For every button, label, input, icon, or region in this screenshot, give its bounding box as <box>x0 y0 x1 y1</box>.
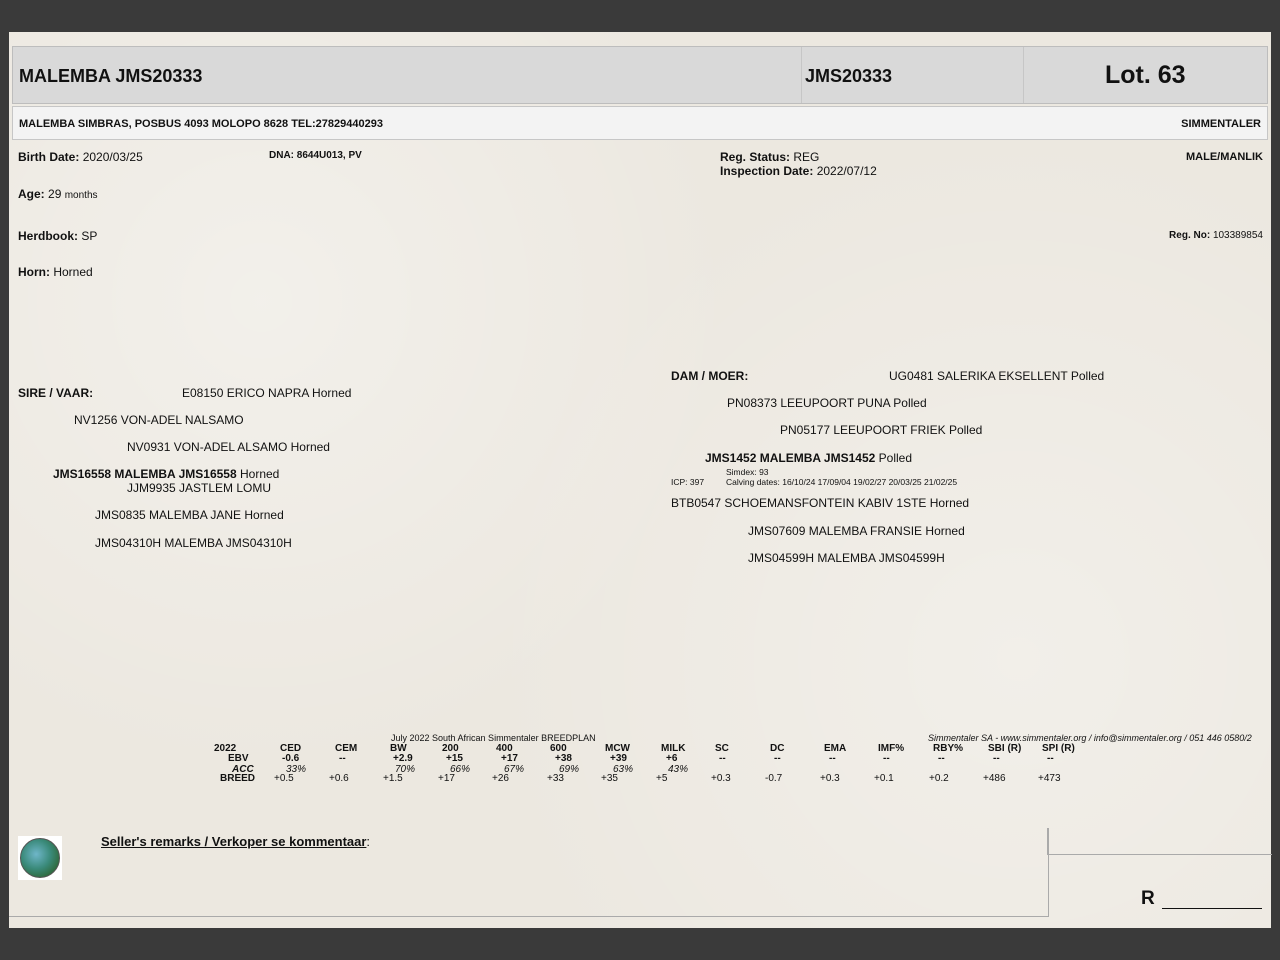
sire-dam-dam: JMS0835 MALEMBA JANE Horned <box>95 508 284 522</box>
breed-row-label: BREED <box>220 773 256 784</box>
ebv-value: -- <box>1047 753 1054 764</box>
acc-value: 70% <box>395 764 416 775</box>
acc-value: 43% <box>668 764 689 775</box>
ebv-col-header: 200 <box>442 743 459 754</box>
ebv-col-header: MCW <box>605 743 630 754</box>
ebv-col-header: BW <box>390 743 407 754</box>
reg-status: Reg. Status: REG <box>720 150 820 164</box>
price-input-line[interactable] <box>1162 908 1262 909</box>
sire-sire-sire: NV0931 VON-ADEL ALSAMO Horned <box>127 440 330 454</box>
sire-label: SIRE / VAAR: <box>18 386 94 400</box>
breed-value: +0.3 <box>820 773 840 784</box>
sire-sire: NV1256 VON-ADEL NALSAMO <box>74 413 244 427</box>
title-separator <box>1023 47 1024 103</box>
breed-value: +35 <box>601 773 618 784</box>
ebv-year: 2022 <box>214 743 237 754</box>
ebv-value: -0.6 <box>282 753 300 764</box>
ebv-value: +15 <box>446 753 463 764</box>
breed-value: +26 <box>492 773 509 784</box>
breed-value: +0.1 <box>874 773 894 784</box>
ebv-row-label: EBV <box>228 753 249 764</box>
breed-value: +33 <box>547 773 564 784</box>
breed-value: +5 <box>656 773 668 784</box>
acc-value: 69% <box>559 764 580 775</box>
ebv-value: +2.9 <box>393 753 413 764</box>
ebv-value: -- <box>993 753 1000 764</box>
ebv-col-header: SPI (R) <box>1042 743 1075 754</box>
breed-value: +473 <box>1038 773 1061 784</box>
ebv-value: +17 <box>501 753 518 764</box>
ebv-value: +38 <box>555 753 572 764</box>
animal-title: MALEMBA JMS20333 <box>19 66 203 86</box>
simdex: Simdex: 93 <box>726 467 769 477</box>
breed-value: +0.2 <box>929 773 949 784</box>
dam-label: DAM / MOER: <box>671 369 749 383</box>
acc-value: 63% <box>613 764 634 775</box>
ebv-col-header: IMF% <box>878 743 905 754</box>
dam-sire-sire: PN05177 LEEUPOORT FRIEK Polled <box>780 423 983 437</box>
horn-status: Horn: Horned <box>18 265 93 279</box>
acc-value: 66% <box>450 764 471 775</box>
simmentaler-logo <box>18 836 62 880</box>
ebv-col-header: SC <box>715 743 729 754</box>
breeder-bar <box>12 106 1268 140</box>
breedplan-source: July 2022 South African Simmentaler BREEDPLAN <box>391 733 596 743</box>
breed-value: +0.3 <box>711 773 731 784</box>
dam-dam-sire: BTB0547 SCHOEMANSFONTEIN KABIV 1STE Horned <box>671 496 970 510</box>
dam-dam-dam: JMS07609 MALEMBA FRANSIE Horned <box>748 524 965 538</box>
ebv-col-header: CED <box>280 743 302 754</box>
icp: ICP: 397 <box>671 477 705 487</box>
acc-row-label: ACC <box>232 764 254 775</box>
breed-name: SIMMENTALER <box>1181 118 1261 130</box>
breed-value: +1.5 <box>383 773 403 784</box>
animal-id: JMS20333 <box>805 66 893 86</box>
sire-dam-line: JMS16558 MALEMBA JMS16558 Horned <box>53 467 280 481</box>
ebv-value: -- <box>883 753 890 764</box>
sellers-remarks: Seller's remarks / Verkoper se kommentaar: <box>101 834 371 849</box>
catalogue-page <box>9 32 1271 928</box>
ebv-value: +6 <box>666 753 678 764</box>
breed-value: +0.6 <box>329 773 349 784</box>
ebv-col-header: EMA <box>824 743 847 754</box>
age: Age: 29 months <box>18 187 98 201</box>
sex: MALE/MANLIK <box>1186 151 1263 163</box>
inspection-date: Inspection Date: 2022/07/12 <box>720 164 877 178</box>
calving-dates: Calving dates: 16/10/24 17/09/04 19/02/27 20/03/25 21/02/25 <box>726 477 958 487</box>
lot-number: Lot. 63 <box>1105 61 1186 89</box>
ebv-value: +39 <box>610 753 627 764</box>
sire-dam-dam-dam: JMS04310H MALEMBA JMS04310H <box>95 536 292 550</box>
acc-value: 67% <box>504 764 525 775</box>
ebv-col-header: MILK <box>661 743 686 754</box>
sire-dam-sire: JJM9935 JASTLEM LOMU <box>127 481 272 495</box>
ebv-value: -- <box>339 753 346 764</box>
breed-value: +0.5 <box>274 773 294 784</box>
ebv-col-header: RBY% <box>933 743 964 754</box>
acc-value: 33% <box>286 764 307 775</box>
ebv-value: -- <box>829 753 836 764</box>
dam: UG0481 SALERIKA EKSELLENT Polled <box>889 369 1105 383</box>
price-prefix: R <box>1141 888 1155 909</box>
breed-value: +486 <box>983 773 1006 784</box>
dam-dam-dam-dam: JMS04599H MALEMBA JMS04599H <box>748 551 945 565</box>
ebv-value: -- <box>774 753 781 764</box>
ebv-value: -- <box>719 753 726 764</box>
title-bar <box>12 46 1268 104</box>
dna-info: DNA: 8644U013, PV <box>269 150 362 161</box>
breedplan-contact: Simmentaler SA - www.simmentaler.org / info@simmentaler.org / 051 446 0580/2 <box>928 733 1252 743</box>
globe-icon <box>20 838 60 878</box>
dam-dam: JMS1452 MALEMBA JMS1452 Polled <box>705 451 912 465</box>
reg-number: Reg. No: 103389854 <box>1169 230 1263 241</box>
ebv-value: -- <box>938 753 945 764</box>
dam-sire: PN08373 LEEUPOORT PUNA Polled <box>727 396 927 410</box>
breed-value: -0.7 <box>765 773 783 784</box>
ebv-col-header: CEM <box>335 743 358 754</box>
ebv-col-header: DC <box>770 743 785 754</box>
title-separator <box>801 47 802 103</box>
price-box-top <box>1047 828 1272 855</box>
sire: E08150 ERICO NAPRA Horned <box>182 386 352 400</box>
ebv-col-header: 400 <box>496 743 513 754</box>
breeder-address: MALEMBA SIMBRAS, POSBUS 4093 MOLOPO 8628 TEL:27829440293 <box>19 118 383 130</box>
ebv-col-header: SBI (R) <box>988 743 1022 754</box>
ebv-col-header: 600 <box>550 743 567 754</box>
breed-value: +17 <box>438 773 455 784</box>
birth-date: Birth Date: 2020/03/25 <box>18 150 143 164</box>
herdbook: Herdbook: SP <box>18 229 98 243</box>
